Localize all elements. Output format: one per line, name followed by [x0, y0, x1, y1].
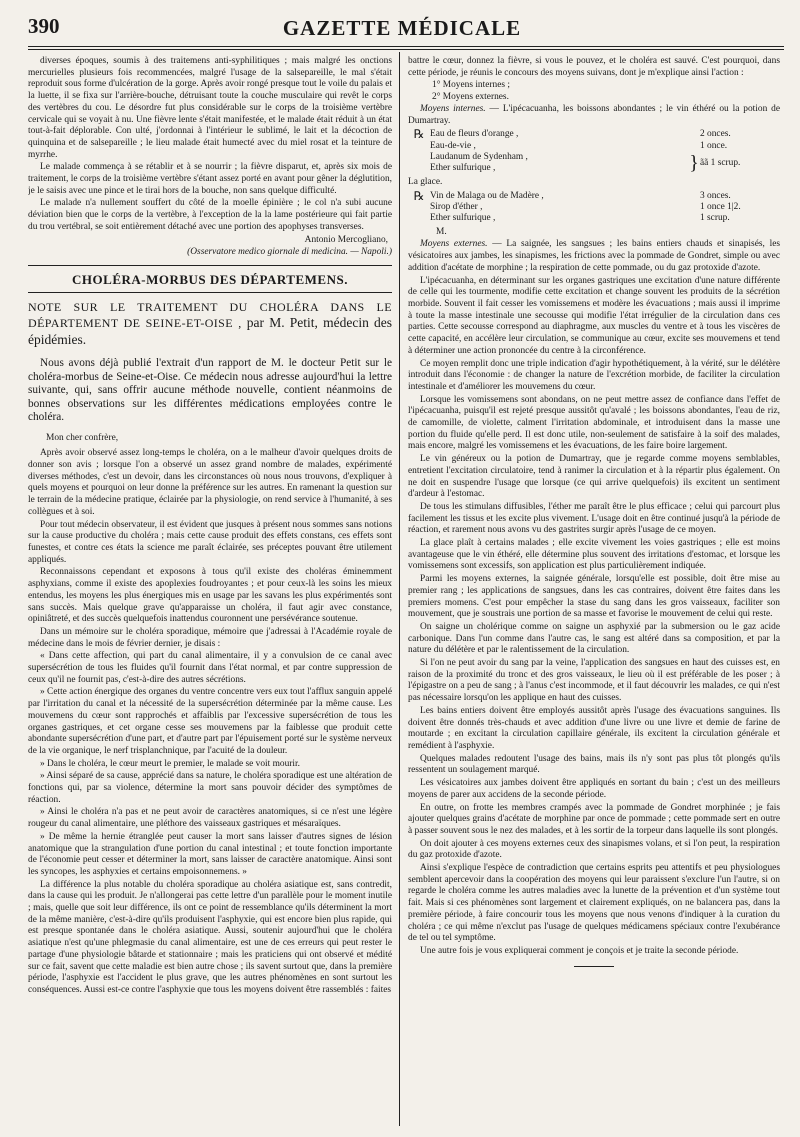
lead-paragraph: Nous avons déjà publié l'extrait d'un rapport de M. le docteur Petit sur le choléra-morbus de Seine-et-Oise. Ce médecin nous adresse aujourd'hui la lettre suivante, qui, sans offrir aucune méthode nouvelle, contient néanmoins de bonnes observations sur les différentes médications employées contre le choléra.: [28, 357, 392, 424]
section-rule-2: [28, 292, 392, 293]
header-rule-2: [28, 49, 784, 50]
left-column: [28, 56, 392, 1126]
recipe-ingredient: Laudanum de Sydenham ,: [430, 152, 528, 163]
body-paragraph: » Ainsi le choléra n'a pas et ne peut avoir de caractères anatomiques, si ce n'est une légère rougeur du canal alimentaire, une pléthore des vaisseaux gastriques et mésaraïques.: [28, 807, 392, 830]
recipe-quantity: 1 once.: [700, 140, 728, 151]
body-paragraph: Les bains entiers doivent être employés aussitôt après l'usage des évacuations sanguines. Ils doivent être donnés très-chauds et avec addition d'une livre ou une livre et demie de farine de moutarde ; en excitant la circulation capillaire générale, ils excitent la circulation générale et remédient à l'asphyxie.: [408, 705, 780, 751]
body-paragraph: Le malade commença à se rétablir et à se nourrir ; la fièvre disparut, et, après six mois de traitement, le corps de la troisième vertèbre s'étant assez porté en avant pour gêner la déglutition, je le saisis avec une pince et le tirai hors de la bouche, non sans quelque difficulté.: [28, 162, 392, 196]
note-heading-prefix: NOTE SUR LE TRAITEMENT DU CHOLÉRA DANS LE DÉPARTEMENT DE SEINE-ET-OISE ,: [28, 299, 392, 331]
recipe-quantity: 1 scrup.: [700, 213, 730, 224]
recipe-row: [408, 141, 780, 152]
body-paragraph: » De même la hernie étranglée peut causer la mort sans laisser d'autres signes de lésion anatomique que la strangulation d'une portion du canal intestinal ; et toute fonction importante de l'économie peut cesser et déterminer la mort, sans laisser de caractère anatomique. Ainsi sont les syncopes, les asphyxies et certains empoisonnemens. »: [28, 831, 392, 877]
recipe-quantity: 1 once 1|2.: [700, 201, 741, 212]
header-rule: [28, 46, 784, 47]
body-paragraph: De tous les stimulans diffusibles, l'éther me paraît être le plus efficace ; celui qui parcourt plus facilement les tissus et les excite plus vivement. L'usage doit en être continué jusqu'à la période de réaction, et rarement nous avons vu des gastrites surgir après l'usage de ce moyen.: [408, 501, 780, 536]
recipe-quantity: 3 onces.: [700, 190, 731, 201]
body-paragraph: Si l'on ne peut avoir du sang par la veine, l'application des sangsues en haut des cuisses est, en raison de la proximité du tronc et des gros vaisseaux, le lieu où il est préférable de les poser ; à l'épigastre on a peu de sang ; à l'anus c'est incommode, et il faut découvrir les malades, ce qui n'est pas nécessaire lorsqu'on les applique en haut des cuisses.: [408, 658, 780, 704]
salutation: Mon cher confrère,: [46, 432, 119, 443]
recipe-symbol: ℞: [413, 127, 425, 142]
recipe-ingredient: Ether sulfurique ,: [430, 163, 496, 174]
internal-means-label: Moyens internes.: [420, 103, 486, 114]
body-paragraph: Le vin généreux ou la potion de Dumartray, que je regarde comme moyens semblables, entretient l'excitation circulatoire, tend à ranimer la circulation et à la répartir plus également. On ne doit en suspendre l'usage que lorsque (ce qui arrive quelquefois) ils excitent un sentiment d'ardeur à l'estomac.: [408, 454, 780, 500]
body-paragraph: Ce moyen remplit donc une triple indication d'agir hypothétiquement, à la vérité, sur le délétère introduit dans l'économie : de changer la nature de l'excrétion morbide, de faciliter la circulation intestinale et d'améliorer les mouvemens du cœur.: [408, 358, 780, 392]
body-paragraph: On doit ajouter à ces moyens externes ceux des sinapismes volans, et si l'on peut, la respiration du gaz protoxide d'azote.: [408, 838, 780, 861]
external-means-paragraph: [408, 239, 780, 274]
recipe-row: [408, 213, 780, 224]
recipe-after: M.: [436, 226, 447, 237]
recipe-row: [408, 152, 780, 163]
means-item: 1° Moyens internes ;: [432, 80, 510, 91]
body-paragraph: Pour tout médecin observateur, il est évident que jusques à présent nous sommes sans notions sur la cause productive du choléra ; mais cette cause produit des effets constans, ces effets sont funestes, et contre ces états la science me paraît éclairée, ses préceptes pouvant être utilement appliqués.: [28, 519, 392, 565]
body-paragraph: Les vésicatoires aux jambes doivent être appliqués en sortant du bain ; c'est un des meilleurs moyens de parer aux accidens de la seconde période.: [408, 778, 780, 800]
body-paragraph: » Dans le choléra, le cœur meurt le premier, le malade se voit mourir.: [40, 758, 300, 769]
recipe-vin-ethere: [408, 188, 780, 225]
body-paragraph: La glace plaît à certains malades ; elle excite vivement les voies gastriques ; elle est moins avantageuse que le vin éthéré, elle détermine plus souvent des irritations d'estomac, et lorsque les vomissemens sont excessifs, son application est plus particulièrement indiquée.: [408, 538, 780, 572]
recipe-quantity: 2 onces.: [700, 129, 731, 140]
column-divider: [399, 52, 400, 1126]
recipe-ingredient: Ether sulfurique ,: [430, 213, 496, 224]
recipe-row: [408, 202, 780, 213]
recipe-shared-quantity: ãã 1 scrup.: [700, 157, 741, 168]
recipe-symbol: ℞: [413, 188, 425, 203]
note-heading: [28, 299, 392, 348]
recipe-dumartray: [408, 129, 780, 175]
body-paragraph: » Cette action énergique des organes du ventre concentre vers eux tout l'afflux sanguin appelé par l'irritation du canal et la nécessité de la supersécrétion déterminée par la même cause. Les mouvemens du cœur sont rapprochés et affaiblis par l'excessive supersécrétion de tous les organes gastriques, et cet organe cesse ses mouvemens par la faiblesse que produit cette abondante supersécrétion d'une part, et d'autre part par l'épuisement porté sur le système nerveux de la vie organique, le nerf trisplanchnique, par l'acuité de la douleur.: [28, 687, 392, 756]
external-means-text: — La saignée, les sangsues ; les bains entiers chauds et sinapisés, les vésicatoires aux jambes, les sinapismes, les frictions avec la pommade de Gondret, simple ou avec addition d'acétate de morphine ; la respiration de cette pommade, ou du gaz protoxide d'azote.: [408, 239, 780, 273]
body-paragraph: En outre, on frotte les membres crampés avec la pommade de Gondret morphinée ; je fais ajouter quelques grains d'acétate de morphine par once de pommade ; cette pommade sert en outre à passer souvent sous le nez des malades, et à les sortir de la torpeur dans laquelle ils sont plongés.: [408, 802, 780, 836]
body-paragraph: L'ipécacuanha, en déterminant sur les organes gastriques une excitation d'une nature différente de celle qui les tourmente, modifie cette excitation et change souvent les produits de la sécrétion morbide. Souvent il fait cesser les vomissemens et modère les évacuations ; mais aussi il imprime à toute la masse intestinale une secousse qui modifie l'état irrégulier de la circulation dans ces parties. Cette secousse correspond au diaphragme, aux muscles du ventre et à tous les viscères de cette capacité, en accélère leur circulation, se communique au cœur, excite ses mouvemens et tend à déterminer une action prononcée du centre à la circonférence.: [408, 275, 780, 356]
body-paragraph: Lorsque les vomissemens sont abondans, on ne peut mettre assez de confiance dans l'effet de l'ipécacuanha, puisqu'il est rejeté presque aussitôt qu'avalé ; les boissons abondantes, l'eau de riz, de camomille, de violette, calment l'irritation abdominale, et introduisent dans la masse une portion du fluide qu'elle perd. Il est donc utile, non-seulement de satisfaire à la soif des malades, mais encore, malgré les vomissemens et les évacuations, de les faire boire largement.: [408, 394, 780, 452]
body-paragraph: Quelques malades redoutent l'usage des bains, mais ils n'y sont pas plus tôt plongés qu'ils ressentent un soulagement marqué.: [408, 753, 780, 776]
recipe-row: [408, 191, 780, 202]
body-paragraph: Ainsi s'explique l'espèce de contradiction que certains esprits peu attentifs et peu physiologues semblent apercevoir dans la coopération des moyens qui leur paraissent s'exclure l'un l'autre, si on regarde le choléra comme les autres maladies avec la lunette de la prévention et d'un système tout fait. Mais si ces phénomènes sont largement et clairement expliqués, on ne balancera pas, dans la première période, à faire concourir tous les moyens que nous venons d'indiquer à la curation du choléra ; ce qui même n'exclut pas l'usage de quelques médicamens spéciaux contre l'exubérance de tel ou tel symptôme.: [408, 863, 780, 944]
recipe-row: [408, 129, 780, 140]
body-paragraph: On saigne un cholérique comme on saigne un asphyxié par la submersion ou le gaz acide carbonique. Dans l'un comme dans l'autre cas, le sang est altéré dans sa composition, et par la nature du délétère et par le ralentissement de la circulation.: [408, 621, 780, 656]
page-header: [28, 12, 776, 42]
recipe-ingredient: Eau-de-vie ,: [430, 140, 476, 151]
journal-title: GAZETTE MÉDICALE: [282, 16, 522, 40]
section-title: CHOLÉRA-MORBUS DES DÉPARTEMENS.: [72, 271, 348, 287]
internal-means-paragraph: [408, 104, 780, 127]
page-number: 390: [28, 14, 60, 38]
recipe-after: La glace.: [408, 176, 443, 187]
recipe-ingredient: Sirop d'éther ,: [430, 201, 483, 212]
signature-source: (Osservatore medico giornale di medicina. — Napoli.): [187, 247, 392, 258]
body-paragraph: La différence la plus notable du choléra sporadique au choléra asiatique est, sans contredit, dans la cause qui les produit. Je n'allongerai pas cette lettre d'un parallèle pour le moment inutile ; mais, quelle que soit leur différence, ils ont ce point de ressemblance qu'ils déterminent la mort de la même manière, c'est-à-dire qu'ils produisent l'asphyxie, qui est encore bien plus rapide, qui est presque spontanée dans le choléra asiatique. Aussi, soutenir aujourd'hui que le choléra asiatique n'est qu'une phlegmasie du canal alimentaire, est une de ces erreurs qui peut rester le partage d'une physiologie bâtarde et stationnaire ; mais les praticiens qui ont observé et médité sur ce fait, savent que cette maladie est bien autre chose ; ils savent surtout que, dans la première période, l'asphyxie est l'accident le plus grave, que les autres phénomènes en sont surtout les conséquences. Aussi est-ce contre l'asphyxie que tous les moyens doivent être rassemblés : faites: [28, 879, 392, 995]
internal-means-text: — L'ipécacuanha, les boissons abondantes ; le vin éthéré ou la potion de Dumartray.: [408, 103, 780, 126]
body-paragraph: « Dans cette affection, qui part du canal alimentaire, il y a convulsion de ce canal avec supersécrétion de tous les fluides qu'il fournit dans l'état normal, et par contre suppression de ceux qu'il ne fournit pas, c'est-à-dire des autres sécrétions.: [28, 651, 392, 685]
body-paragraph: Après avoir observé assez long-temps le choléra, on a le malheur d'avoir quelques droits de donner son avis ; lorsque l'on a observé un assez grand nombre de malades, expérimenté diverses méthodes, c'est un devoir, dans les circonstances où nous nous trouvons, d'expliquer à quels moyens et pourquoi on leur donne la préférence sur les autres. En ramenant la question sur le terrain de la médecine pratique, éclairée par la physiologie, on rend service à l'humanité, à ses collègues et à soi.: [28, 448, 392, 517]
right-body: [408, 276, 780, 958]
body-paragraph: Parmi les moyens externes, la saignée générale, lorsqu'elle est possible, doit être mise au premier rang ; les applications de sangsues, dans les cas contraires, doivent être faites dans les premiers momens. C'est pour empêcher la stase du sang dans les gros vaisseaux, faciliter son mouvement, que je soustrais une portion de sa masse et favorise le mouvement de celui qui reste.: [408, 574, 780, 620]
signature-name: Antonio Mercogliano,: [304, 234, 388, 245]
body-paragraph: diverses époques, soumis à des traitemens anti-syphilitiques ; mais malgré les onctions mercurielles plusieurs fois recommencées, malgré l'usage de la salsepareille, le mal s'était reproduit sous forme d'ulcération de la gorge. Après avoir rongé presque tout le voile du palais et la luette, il se fixa sur l'arrière-bouche, détruisant toute la couche musculaire qui revêt le corps des vertèbres du cou. Le désordre fut plus considérable sur le corps de la troisième vertèbre cervicale qui se voyait à nu. Une fièvre lente s'était manifestée, et le malade était réduit à un état tout-à-fait déplorable. Con ulté, j'ordonnai à l'intérieur le sublimé, le lait et la décoction de quinquina et de salsepareille ; le lieu malade était humecté avec du miel rosat et la teinture de myrrhe.: [28, 56, 392, 160]
external-means-label: Moyens externes.: [420, 239, 488, 250]
right-intro-paragraph: battre le cœur, donnez la fièvre, si vous le pouvez, et le choléra est sauvé. C'est pourquoi, dans cette période, je réunis le concours des moyens suivans, dont je m'explique ainsi l'action :: [408, 56, 780, 78]
end-rule: [574, 966, 614, 967]
intro-paragraphs: [28, 56, 392, 234]
recipe-ingredient: Vin de Malaga ou de Madère ,: [430, 190, 544, 201]
note-heading-author: par M. Petit, médecin des épidémies.: [28, 315, 392, 347]
left-body: [28, 448, 392, 996]
brace-icon: }: [689, 152, 699, 175]
body-paragraph: » Ainsi séparé de sa cause, apprécié dans sa nature, le choléra sporadique est une altération de fonctions qui, par sa violence, détermine la mort sans pouvoir décider des symptômes de réaction.: [28, 771, 392, 805]
section-rule: [28, 265, 392, 266]
body-paragraph: Une autre fois je vous expliquerai comment je conçois et je traite la seconde période.: [420, 945, 739, 956]
body-paragraph: Reconnaissons cependant et exposons à tous qu'il existe des choléras éminemment asphyxians, comme il existe des apoplexies foudroyantes ; et pour ceux-là les soins les mieux entendus, les moyens les plus énergiques mis en usage par les savans les plus expérimentés sont sans succès. Mais quelque grave qu'apparaisse un choléra, il faut agir avec constance, opiniâtreté, et des succès quelquefois inattendus couronnent une persévérance soutenue.: [28, 567, 392, 625]
recipe-ingredient: Eau de fleurs d'orange ,: [430, 129, 519, 140]
body-paragraph: Dans un mémoire sur le choléra sporadique, mémoire que j'adressai à l'Académie royale de médecine dans le mois de février dernier, je disais :: [28, 626, 392, 649]
means-item: 2° Moyens externes.: [432, 92, 509, 103]
right-column: [408, 56, 780, 1126]
body-paragraph: Le malade n'a nullement souffert du côté de la moelle épinière ; le col n'a subi aucune déviation bien que le corps de la vertèbre, à l'exception de la la lame postérieure qui fait partie du trou vertébral, se soit entièrement détaché avec une portion des apophyses transverses.: [28, 198, 392, 232]
